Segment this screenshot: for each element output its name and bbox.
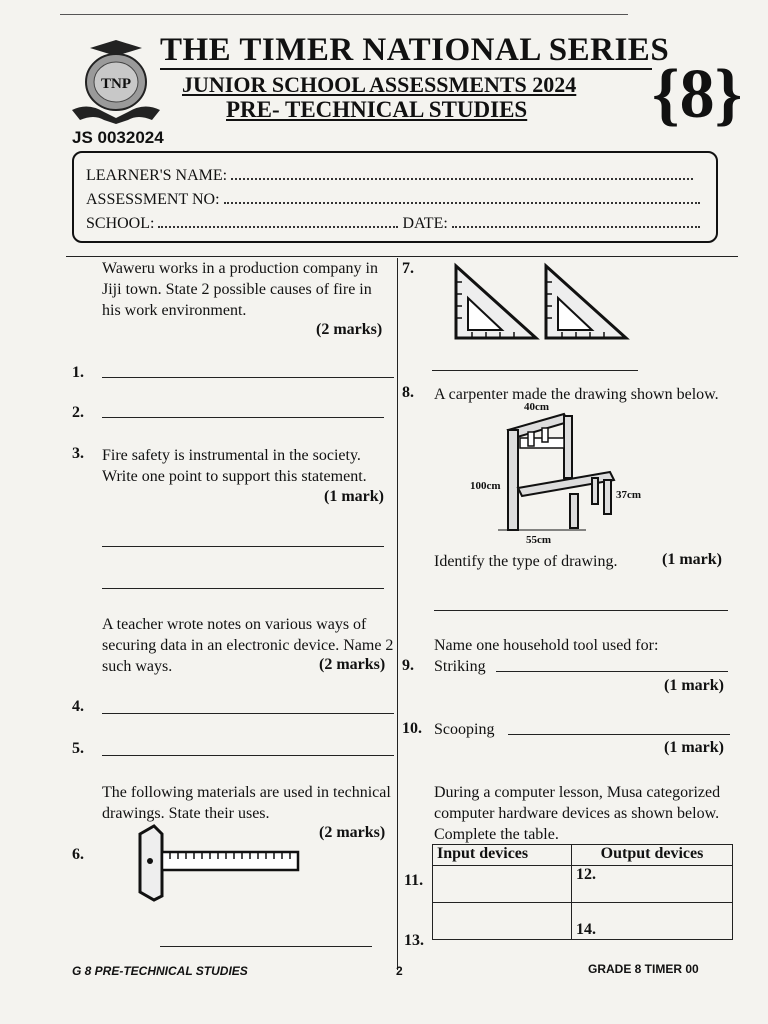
q5-answer-line[interactable] [102, 755, 394, 756]
dim-width-label: 40cm [524, 401, 550, 413]
q7-number: 7. [402, 260, 414, 277]
q9-label: Striking [434, 658, 486, 675]
q4-number: 4. [72, 698, 84, 715]
date-label: DATE: [402, 215, 448, 232]
q12-number: 12. [576, 866, 596, 883]
q9-marks: (1 mark) [664, 677, 724, 694]
q10-number: 10. [402, 720, 422, 737]
t-square-drawing [132, 822, 304, 902]
q1-answer-line[interactable] [102, 377, 394, 378]
hardware-table [432, 844, 733, 940]
output-devices-header: Output devices [572, 845, 733, 866]
q3-marks: (1 mark) [324, 488, 384, 505]
q14-cell[interactable] [572, 903, 733, 940]
q3-answer-line-2[interactable] [102, 588, 384, 589]
dim-height-label: 100cm [470, 480, 501, 492]
q10-label: Scooping [434, 721, 495, 738]
q9-10-stem: Name one household tool used for: [434, 637, 659, 654]
q9-answer-line[interactable] [496, 671, 728, 672]
school-field[interactable] [158, 222, 398, 228]
q13-number: 13. [404, 932, 424, 949]
grade-badge: {8} [652, 56, 743, 133]
assessment-no-field[interactable] [224, 198, 700, 204]
logo-text: TNP [101, 76, 131, 92]
q3-answer-line-1[interactable] [102, 546, 384, 547]
q6-answer-line[interactable] [160, 946, 372, 947]
q12-cell[interactable] [572, 866, 733, 903]
q8-stem: A carpenter made the drawing shown below. [434, 386, 719, 403]
section-divider [66, 256, 738, 257]
q3-number: 3. [72, 445, 84, 462]
q11-number: 11. [404, 872, 424, 889]
q8-answer-line[interactable] [434, 610, 728, 611]
q1-number: 1. [72, 364, 84, 381]
q8-number: 8. [402, 384, 414, 401]
footer-left: G 8 PRE-TECHNICAL STUDIES [72, 964, 248, 978]
paper-code: JS 0032024 [72, 128, 164, 147]
q4-5-stem: A teacher wrote notes on various ways of securing data in an electronic device. Name 2 such ways. [102, 616, 394, 675]
q7-answer-line[interactable] [432, 370, 638, 371]
q6-marks: (2 marks) [319, 824, 386, 841]
q11-14-stem: During a computer lesson, Musa categorized computer hardware devices as shown below. Complete the table. [434, 784, 721, 843]
q10-marks: (1 mark) [664, 739, 724, 756]
series-title: THE TIMER NATIONAL SERIES [160, 32, 670, 68]
chair-drawing [468, 402, 648, 552]
assessment-no-label: ASSESSMENT NO: [86, 191, 220, 208]
q10-answer-line[interactable] [508, 734, 730, 735]
set-squares-drawing [452, 262, 632, 342]
learner-name-field[interactable] [231, 174, 693, 180]
footer-right: GRADE 8 TIMER 00 [588, 962, 699, 976]
date-field[interactable] [452, 222, 700, 228]
assessment-title: JUNIOR SCHOOL ASSESSMENTS 2024 [182, 72, 577, 97]
subject-title: PRE- TECHNICAL STUDIES [226, 97, 528, 122]
title-underline [160, 68, 652, 70]
q11-cell[interactable] [433, 866, 572, 903]
top-rule [60, 14, 628, 15]
q4-answer-line[interactable] [102, 713, 394, 714]
dim-seat-label: 37cm [616, 489, 642, 501]
q2-number: 2. [72, 404, 84, 421]
school-label: SCHOOL: [86, 215, 155, 232]
q8-marks: (1 mark) [662, 551, 722, 568]
q4-5-marks: (2 marks) [319, 656, 386, 673]
page-number: 2 [396, 964, 403, 978]
learner-info-box [72, 151, 718, 243]
school-logo [68, 40, 164, 126]
q14-number: 14. [576, 921, 596, 938]
q6-stem: The following materials are used in technical drawings. State their uses. [102, 784, 391, 822]
q2-answer-line[interactable] [102, 417, 384, 418]
learner-name-label: LEARNER'S NAME: [86, 167, 228, 184]
q6-number: 6. [72, 846, 84, 863]
q1-2-marks: (2 marks) [316, 321, 383, 338]
q5-number: 5. [72, 740, 84, 757]
q9-number: 9. [402, 657, 414, 674]
input-devices-header: Input devices [433, 845, 572, 866]
q1-2-stem: Waweru works in a production company in Jiji town. State 2 possible causes of fire in his work environment. [102, 260, 378, 319]
q3-stem: Fire safety is instrumental in the society. Write one point to support this statement. [102, 447, 367, 485]
q8-question: Identify the type of drawing. [434, 553, 618, 570]
dim-depth-label: 55cm [526, 534, 552, 546]
q13-cell[interactable] [433, 903, 572, 940]
